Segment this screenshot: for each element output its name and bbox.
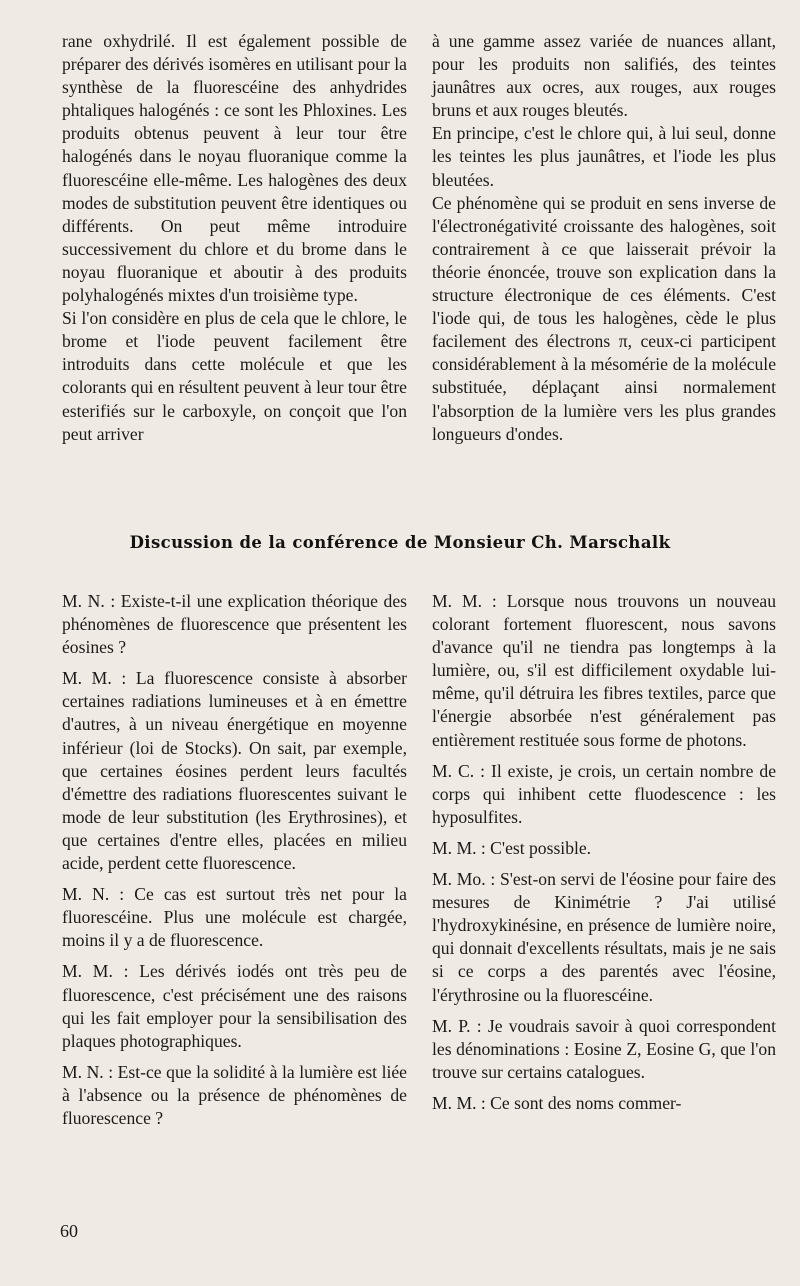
discussion-entry: M. M. : Les dérivés iodés ont très peu de fluorescence, c'est précisément une des raisons qui les fait employer pour la sensibilisation des plaques photographiques.: [62, 961, 407, 1051]
discussion-left-column: [62, 590, 407, 1138]
paragraph: Si l'on considère en plus de cela que le chlore, le brome et l'iode peuvent facilement être introduits dans cette molécule et que les colorants qui en résultent peuvent à leur tour être esterifiés sur le carboxyle, on conçoit que l'on peut arriver: [62, 308, 407, 444]
paragraph: à une gamme assez variée de nuances allant, pour les produits non salifiés, des teintes jaunâtres aux ocres, aux rouges, aux rouges bruns et aux rouges bleutés.: [432, 31, 776, 121]
paragraph: En principe, c'est le chlore qui, à lui seul, donne les teintes les plus jaunâtres, et l'iode les plus bleutées.: [432, 123, 776, 190]
discussion-entry: M. M. : Ce sont des noms commer-: [432, 1092, 682, 1113]
discussion-entry: M. M. : La fluorescence consiste à absorber certaines radiations lumineuses et à en émettre d'autres, à un niveau énergétique en moyenne inférieur (loi de Stocks). On sait, par exemple, que certaines éosines perdent leurs facultés d'émettre des radiations fluorescentes suivant le mode de leur substitution (les Erythrosines), et que certaines d'entre elles, placées en milieu acide, perdent cette fluorescence.: [62, 668, 407, 874]
section-heading: Discussion de la conférence de Monsieur Ch. Marschalk: [129, 533, 671, 552]
discussion-entry: M. P. : Je voudrais savoir à quoi correspondent les dénominations : Eosine Z, Eosine G, que l'on trouve sur certains catalogues.: [432, 1015, 776, 1082]
discussion-entry: M. C. : Il existe, je crois, un certain nombre de corps qui inhibent cette fluodescence : les hyposulfites.: [432, 760, 776, 827]
discussion-entry: M. N. : Est-ce que la solidité à la lumière est liée à l'absence ou la présence de phénomènes de fluorescence ?: [62, 1061, 407, 1128]
paragraph: rane oxhydrilé. Il est également possible de préparer des dérivés isomères en utilisant pour la synthèse de la fluorescéine des anhydrides phtaliques halogénés : ce sont les Phloxines. Les produits obtenus peuvent à leur tour être halogénés dans le noyau fluoranique comme la fluorescéine elle-même. Les halogènes des deux modes de substitution peuvent être identiques ou différents. On peut même introduire successivement du chlore et du brome dans le noyau fluoranique et aboutir à des produits polyhalogénés mixtes d'un troisième type.: [62, 31, 407, 306]
top-right-column: [432, 30, 776, 446]
top-left-column: [62, 30, 407, 446]
paragraph: Ce phénomène qui se produit en sens inverse de l'électronégativité croissante des halogènes, soit contrairement à ce que laisserait prévoir la théorie énoncée, trouve son explication dans la structure électronique de ces éléments. C'est l'iode qui, de tous les halogènes, cède le plus facilement des électrons π, ceux-ci participent considérablement à la mésomérie de la molécule substituée, déplaçant ainsi normalement l'absorption de la lumière vers les plus grandes longueurs d'ondes.: [432, 192, 776, 444]
discussion-entry: M. Mo. : S'est-on servi de l'éosine pour faire des mesures de Kinimétrie ? J'ai utilisé l'hydroxykinésine, en présence de lumière noire, qui donnait d'excellents résultats, mais je ne sais si ce corps a des parentés avec l'éosine, l'érythrosine ou la fluorescéine.: [432, 869, 776, 1005]
discussion-right-column: [432, 590, 776, 1123]
discussion-entry: M. M. : Lorsque nous trouvons un nouveau colorant fortement fluorescent, nous savons d'avance qu'il ne tiendra pas longtemps à la lumière, ou, s'il est difficilement oxydable lui-même, qu'il détruira les fibres textiles, parce que l'énergie absorbée n'est généralement pas entièrement restituée sous forme de photons.: [432, 591, 776, 750]
page-number: 60: [60, 1221, 78, 1241]
discussion-entry: M. N. : Existe-t-il une explication théorique des phénomènes de fluorescence que présentent les éosines ?: [62, 591, 407, 658]
discussion-entry: M. M. : C'est possible.: [432, 837, 592, 858]
discussion-entry: M. N. : Ce cas est surtout très net pour la fluorescéine. Plus une molécule est chargée, moins il y a de fluorescence.: [62, 884, 407, 951]
